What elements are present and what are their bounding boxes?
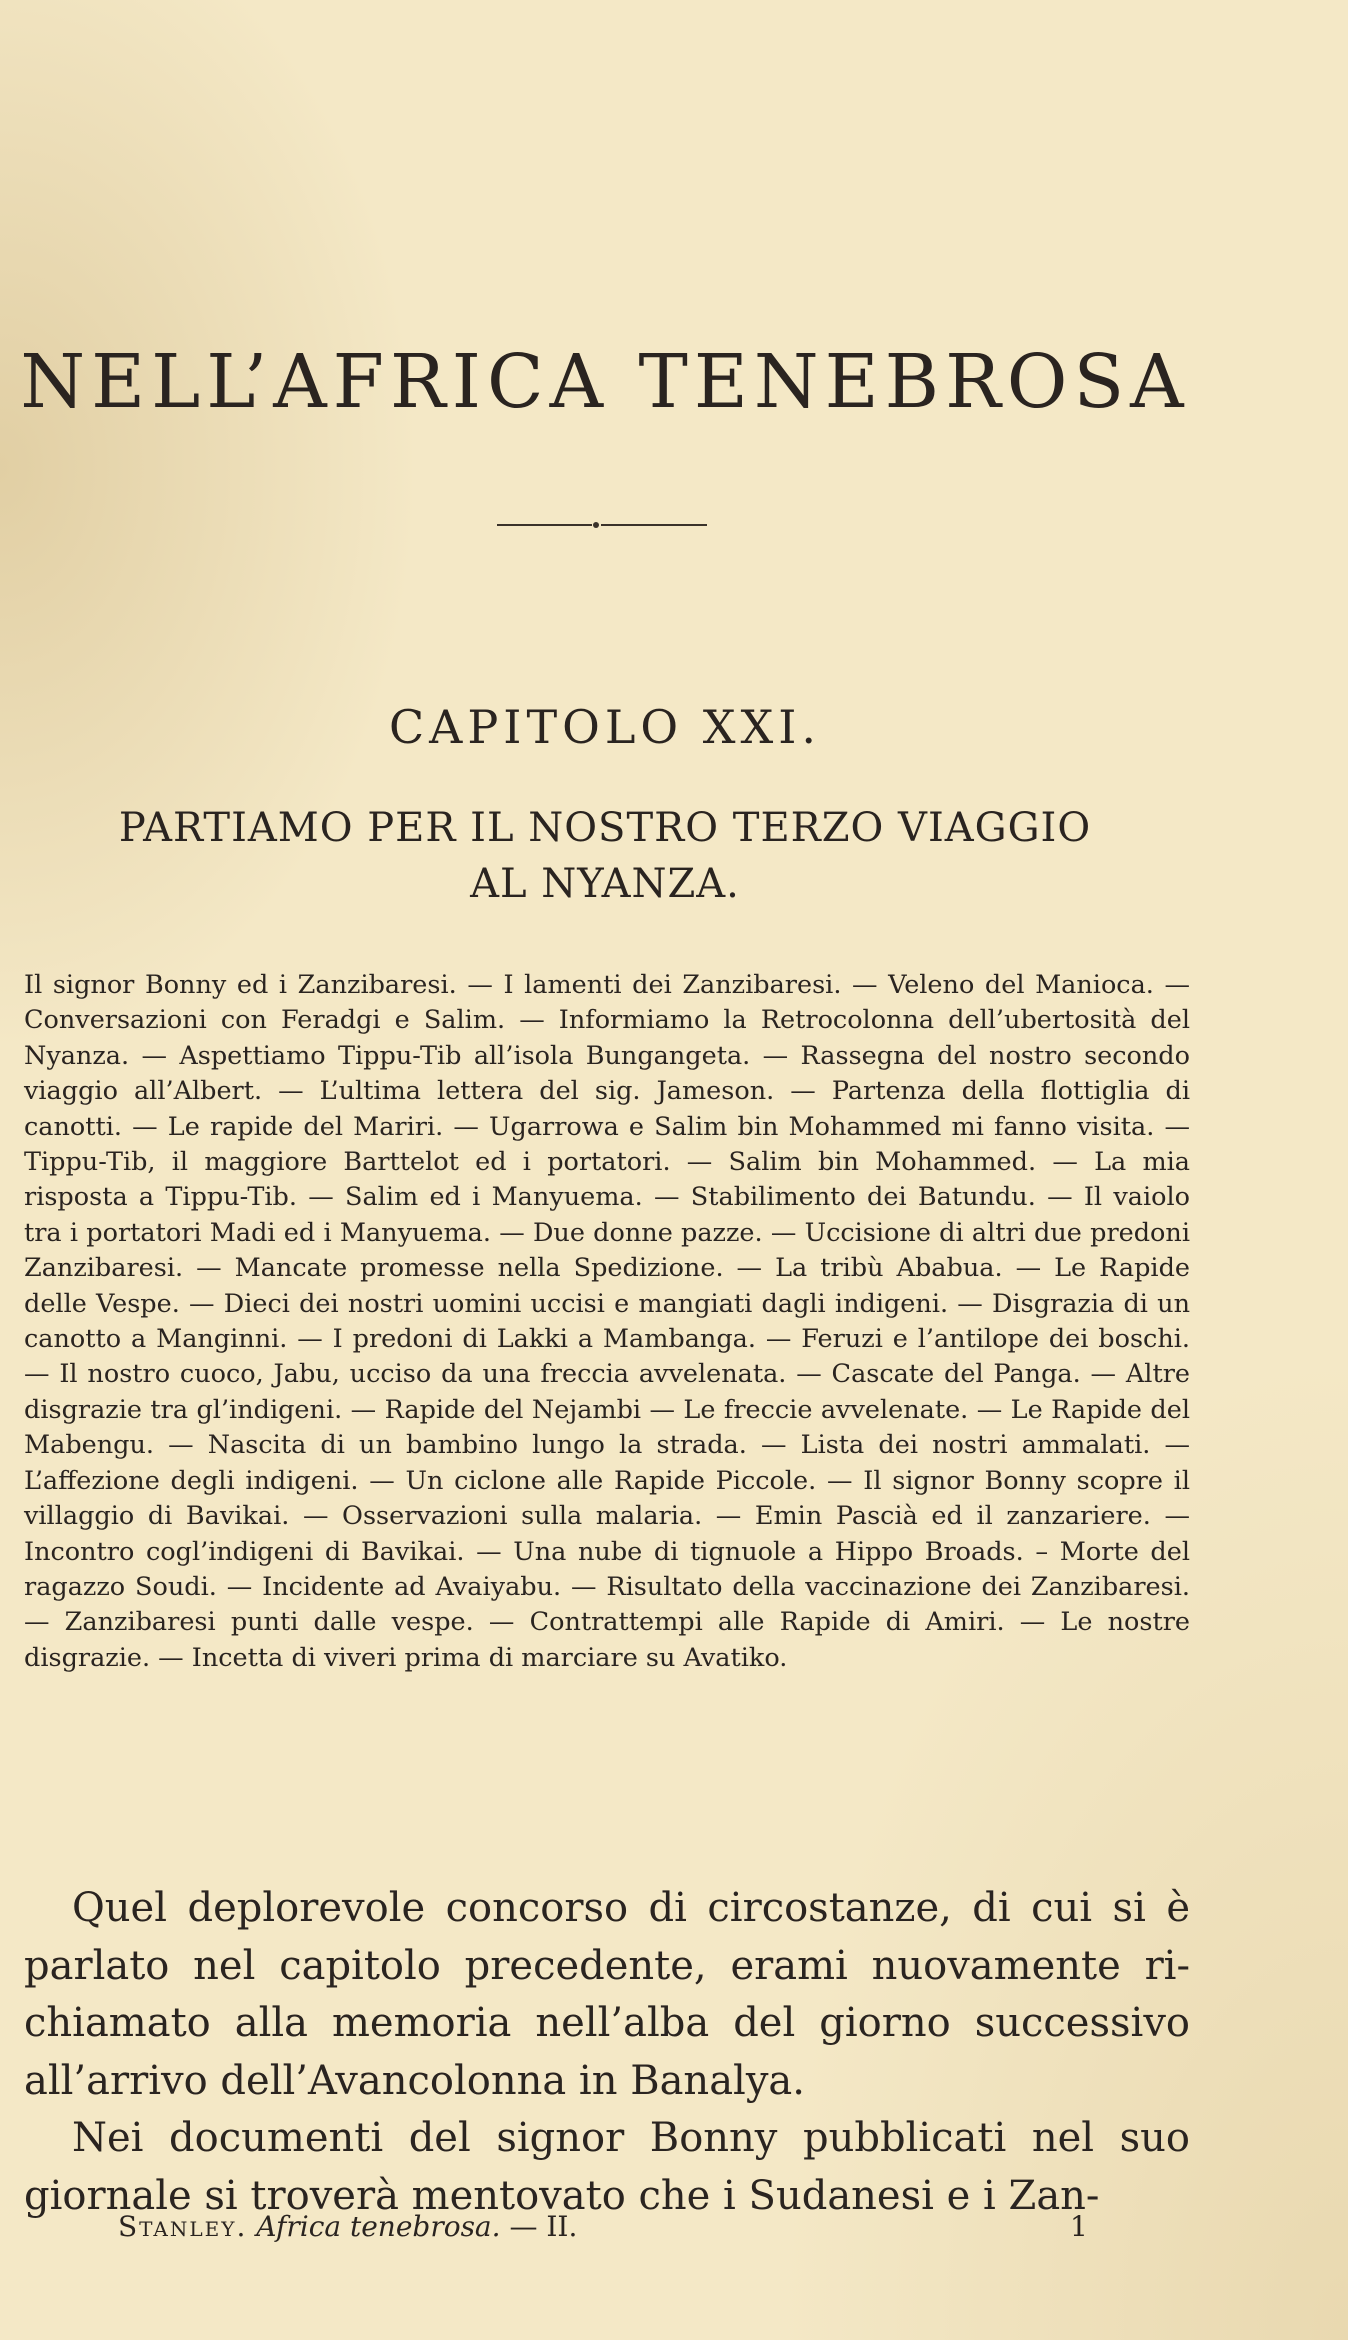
chapter-title-line-2: AL NYANZA.	[470, 861, 740, 907]
body-paragraph-2: Nei documenti del signor Bonny pubblicati nel suo giornale si troverà mentovato che i Sudanesi e i Zan-	[24, 2115, 1190, 2219]
chapter-title-line-1: PARTIAMO PER IL NOSTRO TERZO VIAGGIO	[118, 805, 1092, 851]
body-paragraph-1: Quel deplorevole concorso di circostanze, di cui si è parlato nel capitolo precedente, erami nuovamente richiamato alla memoria nell’alba del giorno successivo all’arrivo dell’Avancolonna in Banalya.	[24, 1885, 1190, 2104]
book-title: NELL’AFRICA TENEBROSA	[20, 339, 1190, 425]
chapter-title	[0, 800, 1210, 912]
chapter-summary: Il signor Bonny ed i Zanzibaresi. — I lamenti dei Zanzibaresi. — Veleno del Manioca. — Conversazioni con Feradgi e Salim. — Informiamo la Retrocolonna dell’ubertosità del Nyanza. — Aspettiamo Tippu-Tib all’isola Bungangeta. — Rassegna del nostro secondo viaggio all’Albert. — L’ultima lettera del sig. Jameson. — Partenza della flottiglia di canotti. — Le rapide del Mariri. — Ugarrowa e Salim bin Mohammed mi fanno visita. — Tippu-Tib, il maggiore Barttelot ed i portatori. — Salim bin Mohammed. — La mia risposta a Tippu-Tib. — Salim ed i Manyuema. — Stabilimento dei Batundu. — Il vaiolo tra i portatori Madi ed i Manyuema. — Due donne pazze. — Uccisione di altri due predoni Zanzibaresi. — Mancate promesse nella Spedizione. — La tribù Ababua. — Le Rapide delle Vespe. — Dieci dei nostri uomini uccisi e mangiati dagli indigeni. — Disgrazia di un canotto a Manginni. — I predoni di Lakki a Mambanga. — Feruzi e l’antilope dei boschi. — Il nostro cuoco, Jabu, ucciso da una freccia avvelenata. — Cascate del Panga. — Altre disgrazie tra gl’indigeni. — Rapide del Nejambi — Le freccie avvelenate. — Le Rapide del Mabengu. — Nascita di un bambino lungo la strada. — Lista dei nostri ammalati. — L’affezione degli indigeni. — Un ciclone alle Rapide Piccole. — Il signor Bonny scopre il villaggio di Bavikai. — Osservazioni sulla malaria. — Emin Pascià ed il zanzariere. — Incontro cogl’indigeni di Bavikai. — Una nube di tignuole a Hippo Broads. – Morte del ragazzo Soudi. — Incidente ad Avaiyabu. — Risultato della vaccinazione dei Zanzibaresi. — Zanzibaresi punti dalle vespe. — Contrattempi alle Rapide di Amiri. — Le nostre disgrazie. — Incetta di viveri prima di marciare su Avatiko.	[24, 970, 1190, 1673]
ornament-line-right	[601, 524, 707, 526]
footer-author: Stanley.	[118, 2210, 248, 2243]
title-ornament-rule	[497, 522, 707, 528]
running-footer	[118, 2210, 577, 2243]
body-text	[24, 1880, 1190, 2225]
footer-volume: — II.	[509, 2210, 578, 2243]
ornament-dot	[593, 522, 599, 528]
ornament-line-left	[497, 524, 592, 526]
footer-work-title: Africa tenebrosa.	[256, 2210, 501, 2243]
chapter-heading: CAPITOLO XXI.	[388, 700, 822, 754]
page-number: 1	[1070, 2210, 1088, 2243]
page-footer	[118, 2210, 1118, 2250]
